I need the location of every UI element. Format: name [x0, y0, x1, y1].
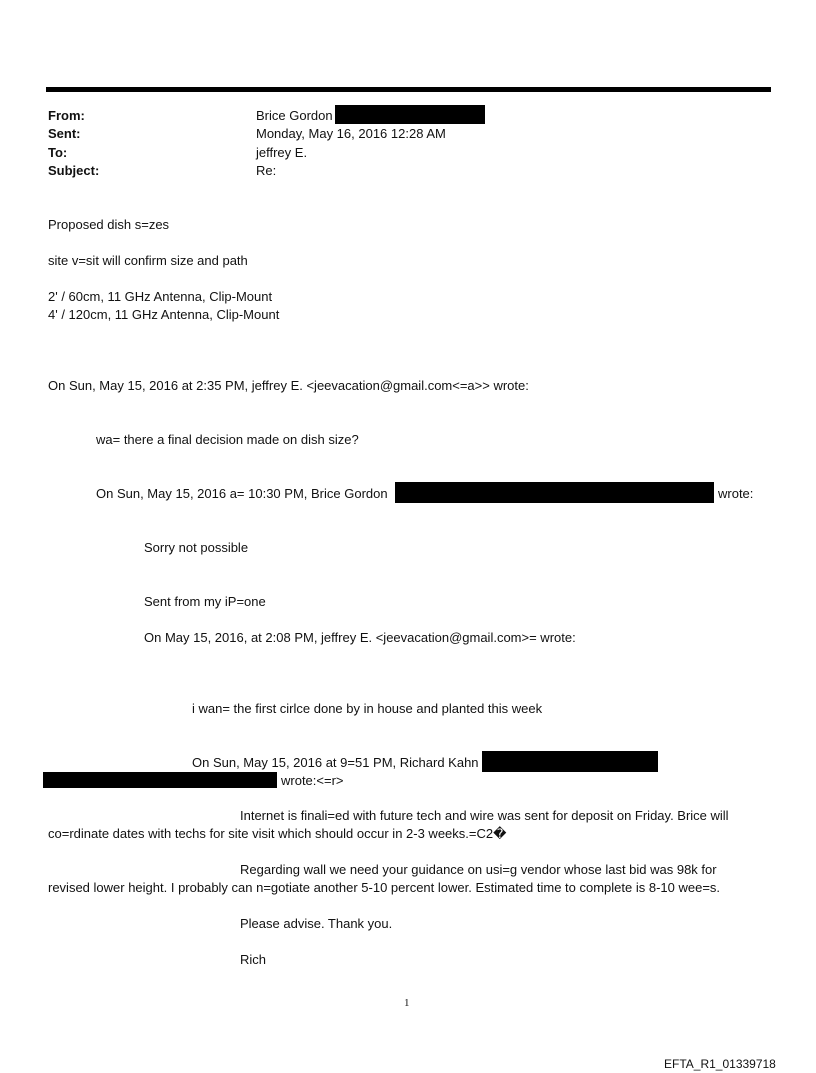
to-label: To: [48, 145, 68, 160]
quote-text: Please advise. Thank you. [240, 916, 393, 931]
quote-text: co=rdinate dates with techs for site visit which should occur in 2-3 weeks.=C2� [48, 826, 507, 841]
quote-text: Regarding wall we need your guidance on usi=g vendor whose last bid was 98k for [240, 862, 717, 877]
quote-header-wrote: wrote:<=r> [281, 773, 344, 788]
from-value: Brice Gordon [256, 108, 333, 123]
quote-header: On May 15, 2016, at 2:08 PM, jeffrey E. <jeevacation@gmail.com>= wrote: [144, 630, 576, 645]
subject-label: Subject: [48, 163, 100, 178]
from-label: From: [48, 108, 85, 123]
subject-value: Re: [256, 163, 277, 178]
body-line: 2' / 60cm, 11 GHz Antenna, Clip-Mount [48, 289, 273, 304]
quote-text: revised lower height. I probably can n=gotiate another 5-10 percent lower. Estimated time to complete is 8-10 wee=s. [48, 880, 721, 895]
quote-header: On Sun, May 15, 2016 a= 10:30 PM, Brice Gordon [96, 486, 388, 501]
redaction-bar [482, 751, 658, 772]
sent-label: Sent: [48, 126, 81, 141]
body-line: site v=sit will confirm size and path [48, 253, 248, 268]
quote-text: wa= there a final decision made on dish size? [96, 432, 359, 447]
body-line: 4' / 120cm, 11 GHz Antenna, Clip-Mount [48, 307, 280, 322]
quote-text: Sorry not possible [144, 540, 249, 555]
quote-text: Internet is finali=ed with future tech and wire was sent for deposit on Friday. Brice will [240, 808, 729, 823]
quote-header: On Sun, May 15, 2016 at 2:35 PM, jeffrey E. <jeevacation@gmail.com<=a>> wrote: [48, 378, 529, 393]
sent-value: Monday, May 16, 2016 12:28 AM [256, 126, 446, 141]
to-value: jeffrey E. [256, 145, 308, 160]
redaction-bar [335, 105, 485, 124]
page-number: 1 [404, 997, 410, 1009]
quote-header: On Sun, May 15, 2016 at 9=51 PM, Richard Kahn [192, 755, 479, 770]
quote-header-wrote: wrote: [718, 486, 754, 501]
redaction-bar [395, 482, 714, 503]
quote-signature: Sent from my iP=one [144, 594, 266, 609]
body-line: Proposed dish s=zes [48, 217, 170, 232]
quote-signature: Rich [240, 952, 267, 967]
document-id: EFTA_R1_01339718 [664, 1057, 776, 1071]
quote-text: i wan= the first cirlce done by in house and planted this week [192, 701, 543, 716]
redaction-bar [43, 772, 277, 788]
header-rule [46, 87, 771, 92]
